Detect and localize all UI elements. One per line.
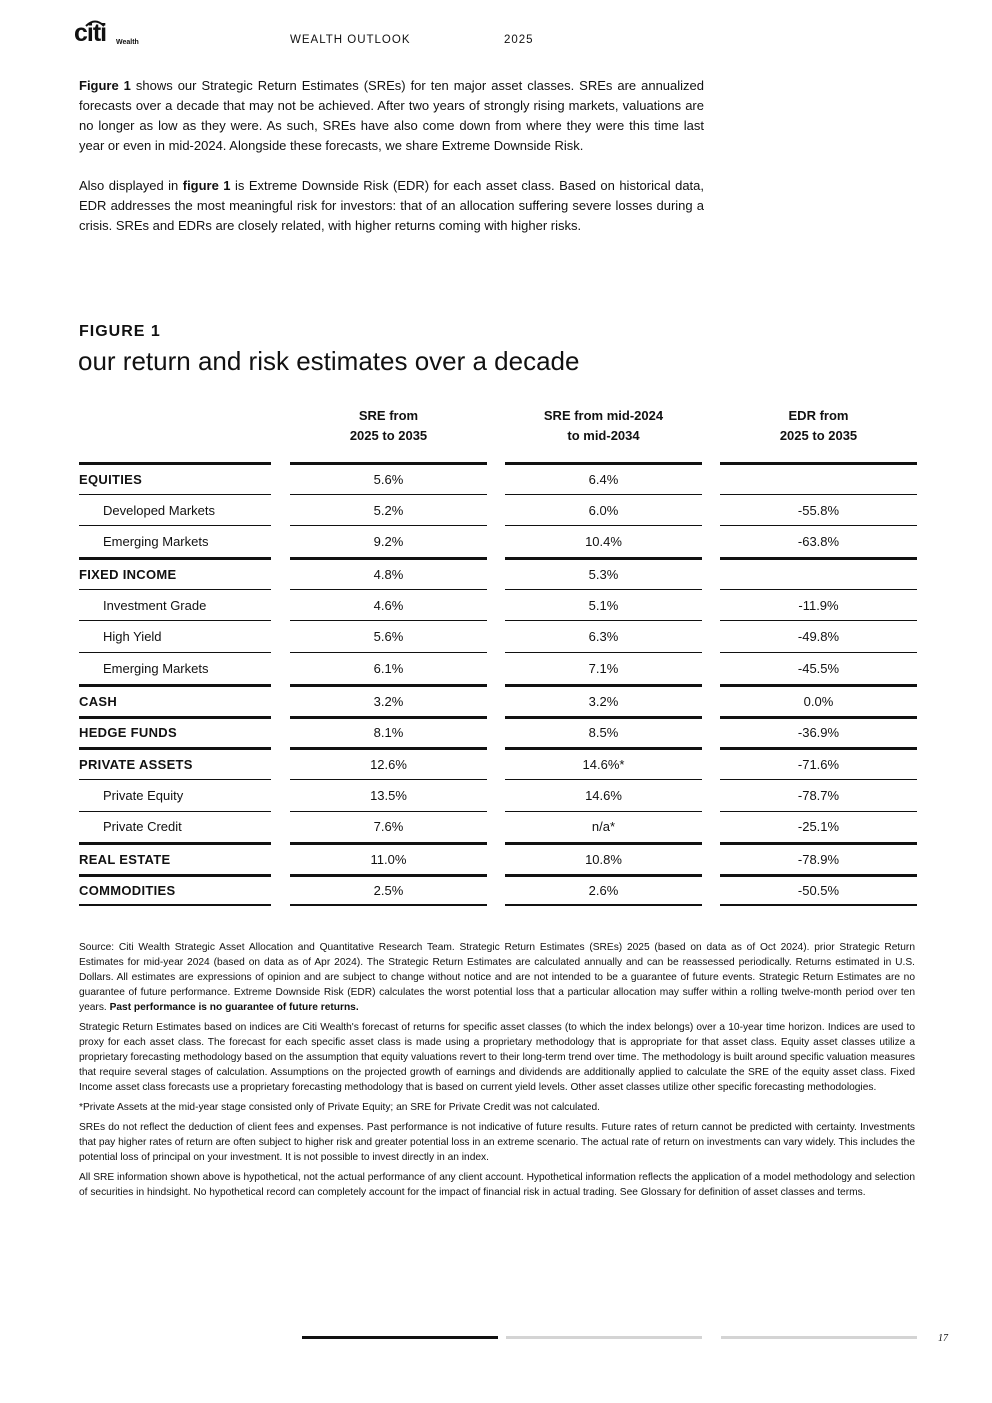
edr-value: -78.9% [720, 842, 917, 874]
note-private-assets: *Private Assets at the mid-year stage consisted only of Private Equity; an SRE for Private Credit was not calculated. [79, 1102, 600, 1113]
table-row [0, 557, 992, 589]
sre-mid2024-value: 7.1% [505, 652, 702, 684]
row-label: Private Equity [79, 779, 271, 811]
page-number: 17 [938, 1333, 948, 1344]
row-label: COMMODITIES [79, 874, 271, 906]
sre-2025-value: 3.2% [290, 684, 487, 716]
column-header-line1: EDR from [788, 408, 849, 423]
sre-2025-value: 13.5% [290, 779, 487, 811]
column-header-line2: to mid-2034 [567, 428, 640, 443]
intro-paragraph-1 [79, 76, 704, 156]
table-row [0, 652, 992, 684]
note-methodology: Strategic Return Estimates based on indices are Citi Wealth's forecast of returns for specific asset classes (to which the index belongs) over a 10-year time horizon. Indices are used to proxy for each asset class. The forecast for each specific asset class is made using a proprietary methodology that is appropriate for that asset class. Equity asset classes utilize a proprietary forecasting methodology based on the assumption that equity valuations revert to their long-term trend over time. The methodology is built around specific valuation measures that require several stages of calculation. Assumptions on the projected growth of earnings and dividends are additionally applied to calculate the SRE of the equity asset class. Fixed Income asset class forecasts use a proprietary forecasting methodology that is based on current yield levels. Other asset classes utilize other specific forecasting methodologies. [79, 1022, 915, 1093]
sre-2025-value: 2.5% [290, 874, 487, 906]
header-year: 2025 [504, 34, 534, 46]
edr-value: -11.9% [720, 589, 917, 621]
note-disclaimer-bold: Past performance is no guarantee of future returns. [109, 1002, 359, 1013]
column-header-line2: 2025 to 2035 [779, 428, 858, 443]
table-row [0, 811, 992, 843]
note-hypothetical: All SRE information shown above is hypothetical, not the actual performance of any client account. Hypothetical information reflects the application of a model methodology and selection of securities in hindsight. No hypothetical record can completely account for the impact of financial risk in actual trading. See Glossary for definition of asset classes and terms. [79, 1172, 915, 1198]
intro-p2-text: is Extreme Downside Risk (EDR) for each asset class. Based on historical data, EDR addresses the most meaningful risk for investors: that of an allocation suffering severe losses during a crisis. SREs and EDRs are closely related, with higher returns coming with higher risks. [79, 178, 705, 233]
table-row [0, 589, 992, 621]
note-source [79, 940, 915, 1015]
intro-text [79, 76, 704, 256]
column-header-line1: SRE from mid-2024 [543, 408, 664, 423]
edr-value: -71.6% [720, 747, 917, 779]
figure-ref-bold: figure 1 [182, 178, 231, 193]
sre-mid2024-value: 6.3% [505, 620, 702, 652]
header-title: WEALTH OUTLOOK [290, 34, 411, 46]
column-header-sre-mid2024 [505, 406, 702, 446]
row-label: PRIVATE ASSETS [79, 747, 271, 779]
sre-mid2024-value: 6.4% [505, 462, 702, 494]
figure-label: FIGURE 1 [79, 323, 161, 340]
edr-value: -50.5% [720, 874, 917, 906]
edr-value: 0.0% [720, 684, 917, 716]
source-notes [79, 940, 915, 1205]
sre-2025-value: 4.8% [290, 557, 487, 589]
edr-value: -36.9% [720, 716, 917, 748]
progress-segment [506, 1336, 702, 1339]
edr-value: -55.8% [720, 494, 917, 526]
note-fees: SREs do not reflect the deduction of client fees and expenses. Past performance is not indicative of future results. Future rates of return cannot be predicted with certainty. Investments that pay higher rates of return are often subject to higher risk and greater potential loss in an extreme scenario. The actual rate of return on investments can vary widely. This includes the potential loss of principal on your investment. It is not possible to invest directly in an index. [79, 1122, 915, 1163]
figure-ref-bold: Figure 1 [79, 78, 131, 93]
row-label: Emerging Markets [79, 652, 271, 684]
table-row [0, 716, 992, 748]
sre-2025-value: 5.6% [290, 620, 487, 652]
edr-value [720, 557, 917, 589]
edr-value [720, 462, 917, 494]
citi-wealth-logo [74, 19, 142, 48]
table-row [0, 494, 992, 526]
sre-2025-value: 5.2% [290, 494, 487, 526]
sre-mid2024-value: 5.1% [505, 589, 702, 621]
sre-mid2024-value: 14.6% [505, 779, 702, 811]
logo-citi-text: citi [74, 19, 107, 47]
row-label: HEDGE FUNDS [79, 716, 271, 748]
row-label: CASH [79, 684, 271, 716]
row-label: Developed Markets [79, 494, 271, 526]
sre-2025-value: 12.6% [290, 747, 487, 779]
figure-title: our return and risk estimates over a decade [78, 346, 580, 376]
sre-2025-value: 11.0% [290, 842, 487, 874]
sre-2025-value: 6.1% [290, 652, 487, 684]
sre-mid2024-value: n/a* [505, 811, 702, 843]
row-label: FIXED INCOME [79, 557, 271, 589]
sre-2025-value: 7.6% [290, 811, 487, 843]
row-label: Investment Grade [79, 589, 271, 621]
table-row [0, 620, 992, 652]
table-row [0, 525, 992, 557]
row-label: REAL ESTATE [79, 842, 271, 874]
intro-p2-start: Also displayed in [79, 178, 183, 193]
column-header-line2: 2025 to 2035 [349, 428, 428, 443]
sre-mid2024-value: 8.5% [505, 716, 702, 748]
sre-mid2024-value: 6.0% [505, 494, 702, 526]
row-label: EQUITIES [79, 462, 271, 494]
table-row [0, 842, 992, 874]
sre-2025-value: 8.1% [290, 716, 487, 748]
sre-2025-value: 9.2% [290, 525, 487, 557]
intro-p1-text: shows our Strategic Return Estimates (SREs) for ten major asset classes. SREs are annualized forecasts over a decade that may not be achieved. After two years of strongly rising markets, valuations are no longer as low as they were. As such, SREs have also come down from where they were this time last year or even in mid-2024. Alongside these forecasts, we share Extreme Downside Risk. [79, 78, 704, 153]
table-row [0, 462, 992, 494]
edr-value: -63.8% [720, 525, 917, 557]
table-row [0, 684, 992, 716]
edr-value: -25.1% [720, 811, 917, 843]
edr-value: -49.8% [720, 620, 917, 652]
sre-mid2024-value: 14.6%* [505, 747, 702, 779]
column-header-sre-2025 [290, 406, 487, 446]
edr-value: -45.5% [720, 652, 917, 684]
logo-arc-icon [85, 19, 105, 27]
row-label: High Yield [79, 620, 271, 652]
sre-mid2024-value: 2.6% [505, 874, 702, 906]
sre-mid2024-value: 3.2% [505, 684, 702, 716]
logo-wealth-text: Wealth [116, 39, 139, 46]
sre-2025-value: 5.6% [290, 462, 487, 494]
intro-paragraph-2 [79, 176, 704, 236]
sre-mid2024-value: 10.8% [505, 842, 702, 874]
sre-2025-value: 4.6% [290, 589, 487, 621]
progress-segment-active [302, 1336, 498, 1339]
progress-segment [721, 1336, 917, 1339]
note-source-text: Source: Citi Wealth Strategic Asset Allocation and Quantitative Research Team. Strategic Return Estimates (SREs) 2025 (based on data as of Oct 2024). prior Strategic Return Estimates for mid-year 2024 (based on data as of Apr 2024). The Strategic Return Estimates are calculated annually and can be reassessed periodically. Returns estimated in U.S. Dollars. All estimates are expressions of opinion and are subject to change without notice and are not intended to be a guarantee of future events. Strategic Return Estimates are no guarantee of future performance. Extreme Downside Risk (EDR) calculates the worst potential loss that a particular allocation may suffer within a rolling twelve-month period over ten years. [79, 942, 915, 1013]
edr-value: -78.7% [720, 779, 917, 811]
column-header-line1: SRE from [358, 408, 419, 423]
table-row [0, 747, 992, 779]
table-row [0, 779, 992, 811]
row-label: Private Credit [79, 811, 271, 843]
table-row [0, 874, 992, 906]
sre-mid2024-value: 10.4% [505, 525, 702, 557]
sre-mid2024-value: 5.3% [505, 557, 702, 589]
column-header-edr-2025 [720, 406, 917, 446]
row-label: Emerging Markets [79, 525, 271, 557]
sre-table [0, 462, 992, 906]
